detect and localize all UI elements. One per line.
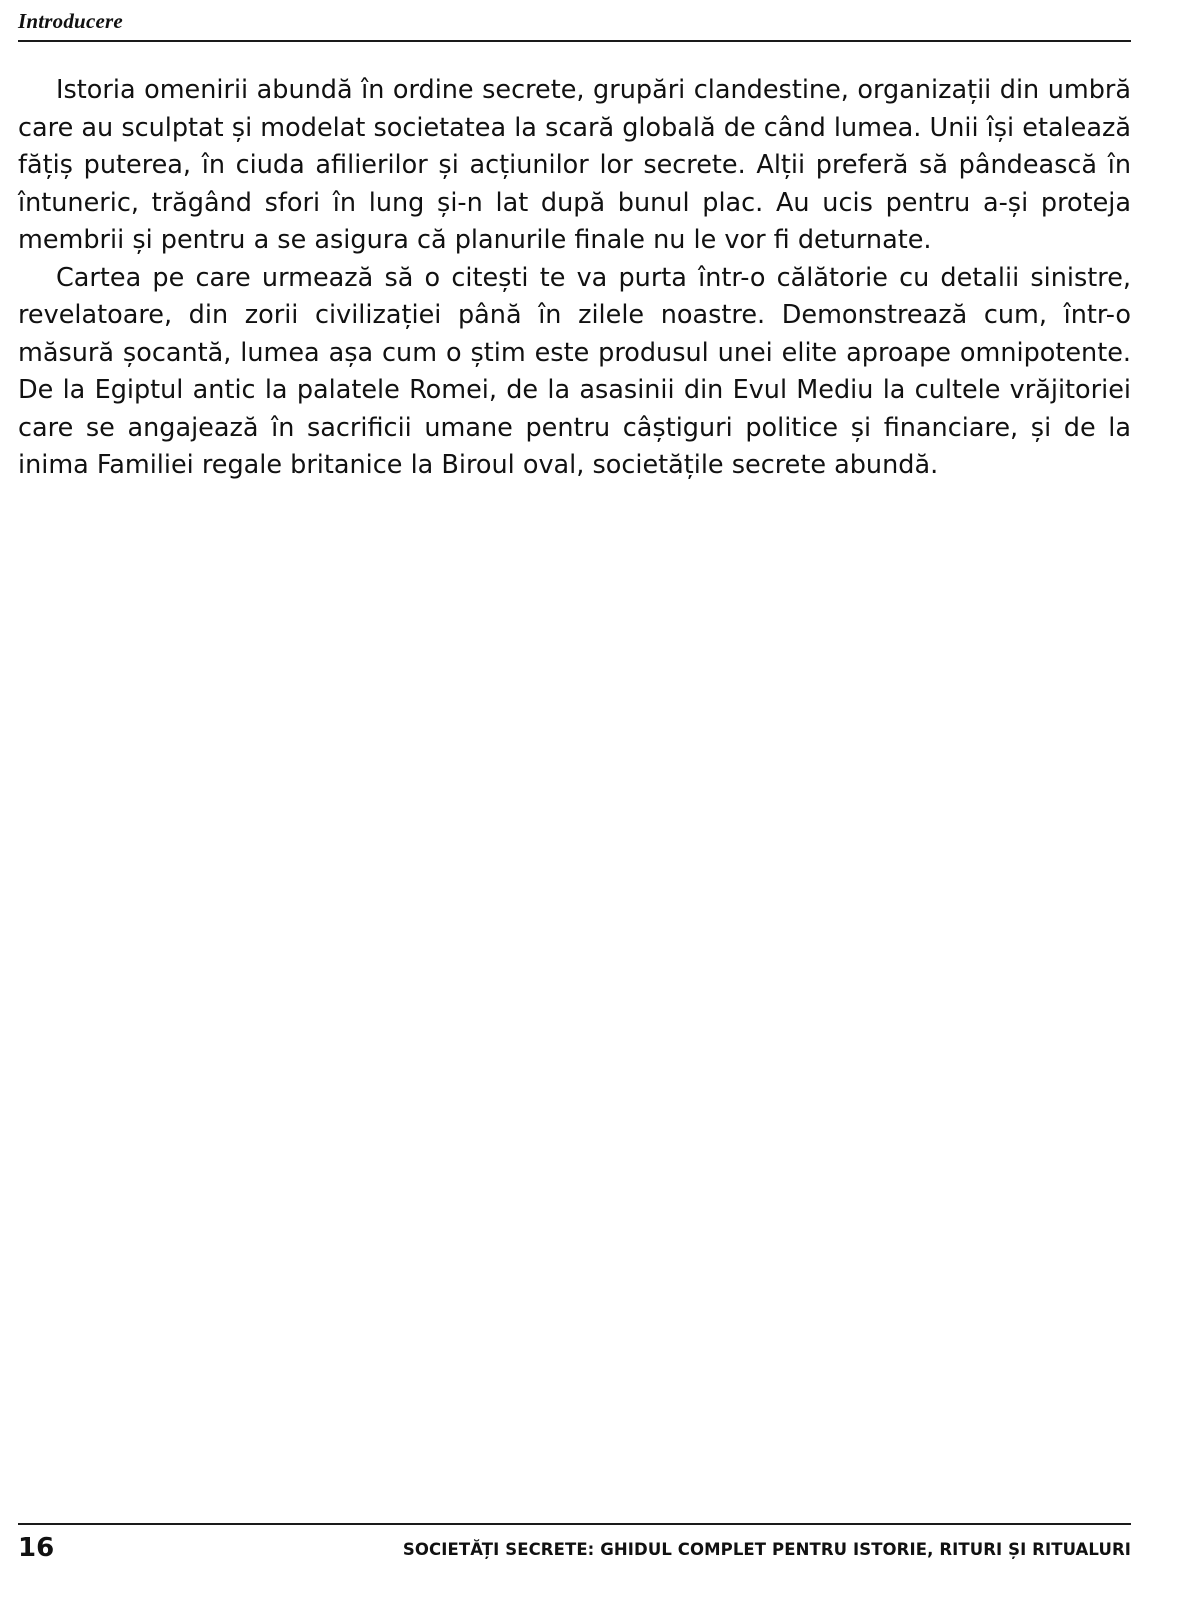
page-number: 16	[18, 1533, 55, 1563]
paragraph-1: Istoria omenirii abundă în ordine secrete, grupări clandestine, organizații din umbră care au sculptat și modelat societatea la scară globală de când lumea. Unii își etalează fățiș puterea, în ciuda afilierilor și acțiunilor lor secrete. Alții preferă să pândească în întuneric, trăgând sfori în lung și-n lat după bunul plac. Au ucis pentru a-și proteja membrii și pentru a se asigura că planurile finale nu le vor fi deturnate.	[18, 75, 1131, 255]
footer-book-title: SOCIETĂȚI SECRETE: GHIDUL COMPLET PENTRU ISTORIE, RITURI ȘI RITUALURI	[402, 1540, 1131, 1559]
running-head	[18, 8, 1131, 34]
body-text	[18, 72, 1131, 485]
header-divider	[18, 40, 1131, 42]
running-head-label: Introducere	[18, 9, 123, 33]
page-footer	[0, 1523, 1189, 1583]
footer-divider	[18, 1523, 1131, 1525]
paragraph-2: Cartea pe care urmează să o citești te va purta într-o călătorie cu detalii sinistre, revelatoare, din zorii civilizației până în zilele noastre. Demonstrează cum, într-o măsură șocantă, lumea așa cum o știm este produsul unei elite aproape omnipotente. De la Egiptul antic la palatele Romei, de la asasinii din Evul Mediu la cultele vrăjitoriei care se angajează în sacrificii umane pentru câștiguri politice și financiare, și de la inima Familiei regale britanice la Biroul oval, societățile secrete abundă.	[18, 262, 1131, 480]
